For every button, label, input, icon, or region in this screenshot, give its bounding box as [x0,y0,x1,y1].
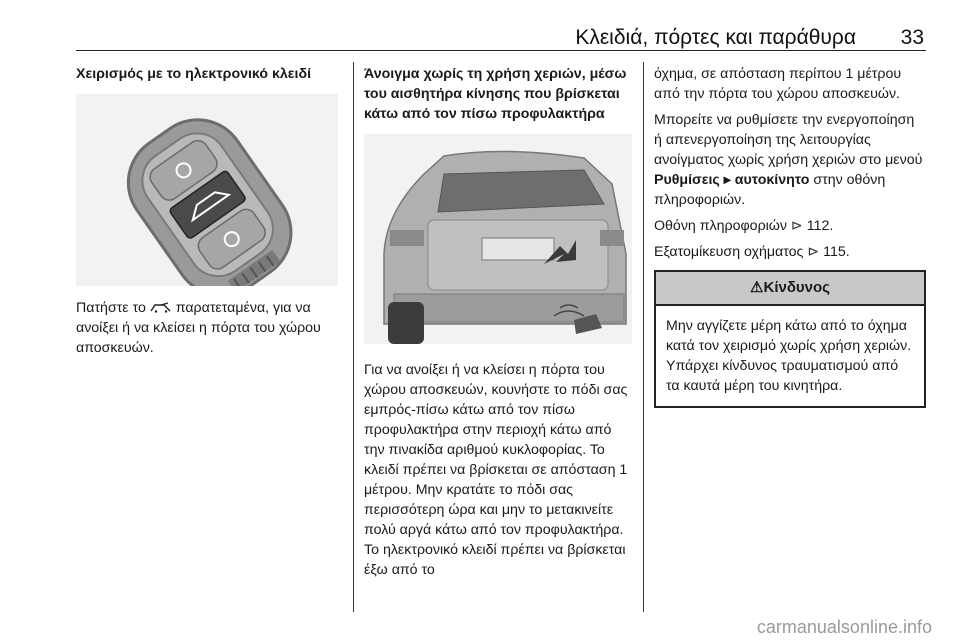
column-2 [364,64,634,586]
tailgate-icon [150,300,172,316]
watermark: carmanualsonline.info [756,617,932,637]
handsfree-instruction: Για να ανοίξει ή να κλείσει η πόρτα του χώρου αποσκευών, κουνήστε το πόδι σας εμπρός-πίσω κάτω από τον πίσω προφυλακτήρα στην περιοχή κάτω από την πινακίδα αριθμού κυκλοφορίας. Το κλειδί πρέπει να βρίσκεται σε απόσταση 1 μέτρου. Μην κρατάτε το πόδι σας περισσότερη ώρα και μην το μετακινείτε πολύ αργά κάτω από τον προφυλακτήρα. Το ηλεκτρονικό κλειδί πρέπει να βρίσκεται έξω από το [364,362,628,578]
menu-separator: ▸ [719,172,735,188]
vehicle-menu-label: αυτοκίνητο [734,172,810,188]
key-instruction: Πατήστε το παρατεταμένα, για να ανοίξει ή να κλείσει η πόρτα του χώρου αποσκευών. [76,300,321,356]
warning-triangle-icon: ⚠ [750,279,764,296]
header-rule [76,50,926,51]
danger-warning-box [654,270,926,408]
header-title: Κλειδιά, πόρτες και παράθυρα [575,26,856,49]
reference-personalization: Εξατομίκευση οχήματος ⊳ 115. [654,244,850,260]
column-1 [76,64,342,364]
section-heading-key: Χειρισμός με το ηλεκτρονικό κλειδί [76,66,312,82]
electronic-key-illustration [76,94,338,286]
column-divider [643,62,644,612]
reference-info-display: Οθόνη πληροφοριών ⊳ 112. [654,218,834,234]
section-heading-handsfree: Άνοιγμα χωρίς τη χρήση χεριών, μέσω του αισθητήρα κίνησης που βρίσκεται κάτω από τον πίσω προφυλακτήρα [364,66,627,122]
page-reference-icon: ⊳ [790,218,803,234]
danger-header [656,272,924,306]
settings-menu-label: Ρυθμίσεις [654,172,720,188]
car-rear-illustration [364,134,632,344]
handsfree-continued: όχημα, σε απόσταση περίπου 1 μέτρου από την πόρτα του χώρου αποσκευών. [654,66,902,102]
page-reference-icon: ⊳ [807,244,820,260]
column-divider [353,62,354,612]
column-3 [654,64,926,408]
settings-instruction: Μπορείτε να ρυθμίσετε την ενεργοποίηση ή απενεργοποίηση της λειτουργίας ανοίγματος χωρίς χρήση χεριών στο μενού Ρυθμίσεις ▸ αυτοκίνητο στην οθόνη πληροφοριών. [654,112,923,208]
page-number: 33 [900,26,924,49]
danger-title: Κίνδυνος [763,279,830,296]
danger-text: Μην αγγίζετε μέρη κάτω από το όχημα κατά τον χειρισμό χωρίς χρήση χεριών. Υπάρχει κίνδυνος τραυματισμού από τα καυτά μέρη του κινητήρα. [666,318,912,394]
